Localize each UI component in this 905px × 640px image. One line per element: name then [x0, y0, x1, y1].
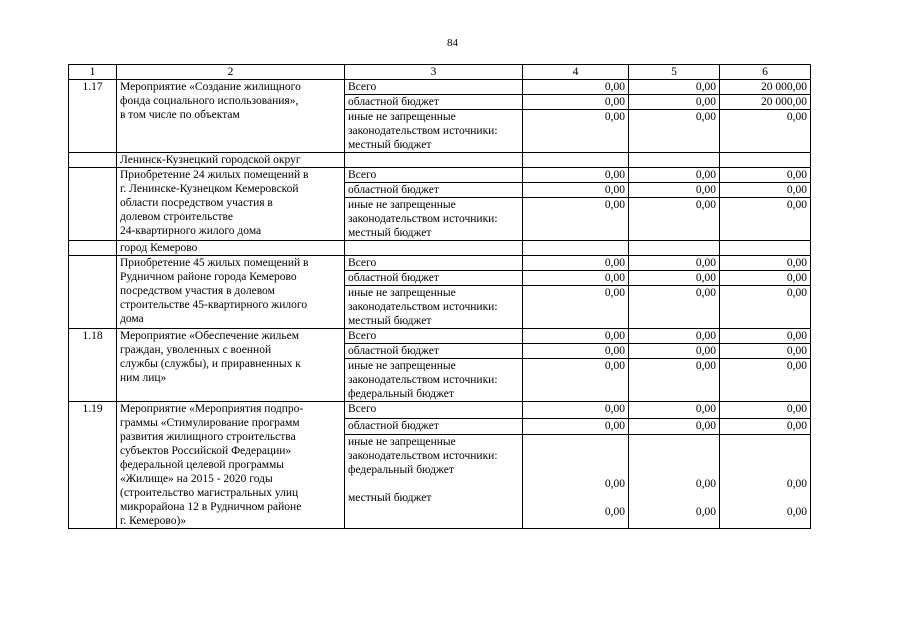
amount-value: 0,00: [629, 198, 720, 241]
funding-source: областной бюджет: [345, 95, 523, 110]
funding-source: иные не запрещенные законодательством источники: местный бюджет: [345, 286, 523, 329]
funding-source: Всего: [345, 329, 523, 344]
empty-cell: [69, 241, 117, 256]
amount-value: 0,00: [523, 198, 629, 241]
column-number: 4: [523, 65, 629, 80]
amount-value: 0,00: [720, 286, 811, 329]
amount-value: 0,00: [720, 168, 811, 183]
section-label: город Кемерово: [117, 241, 345, 256]
amount-value: 0,00: [629, 402, 720, 419]
amount-value: 0,00: [720, 110, 811, 153]
item-name: Мероприятие «Создание жилищного фонда социального использования», в том числе по объектам: [117, 80, 345, 153]
funding-source: областной бюджет: [345, 271, 523, 286]
amount-value: 0,00: [720, 344, 811, 359]
amount-value: 0,00: [629, 359, 720, 402]
amount-value: 0,00: [629, 256, 720, 271]
amount-value: 0,00: [629, 80, 720, 95]
amount-value: 0,00: [523, 256, 629, 271]
amount-value: 0,00: [720, 183, 811, 198]
table-row: [69, 402, 811, 419]
empty-cell: [345, 241, 523, 256]
item-name: Мероприятие «Мероприятия подпро- граммы «Стимулирование программ развития жилищного строительства субъектов Российской Федерации» федеральной целевой программы «Жилище» на 2015 - 2020 годы (строительство магистральных улиц микрорайона 12 в Рудничном районе г. Кемерово)»: [117, 402, 345, 529]
amount-value: 0,00 0,00: [629, 435, 720, 529]
column-number: 6: [720, 65, 811, 80]
amount-value: 0,00: [523, 168, 629, 183]
column-number: 1: [69, 65, 117, 80]
funding-source: областной бюджет: [345, 183, 523, 198]
item-number: [69, 168, 117, 241]
amount-value: 20 000,00: [720, 95, 811, 110]
section-label: Ленинск-Кузнецкий городской округ: [117, 153, 345, 168]
funding-source: Всего: [345, 402, 523, 419]
amount-value: 0,00: [629, 110, 720, 153]
funding-source: Всего: [345, 80, 523, 95]
empty-cell: [720, 153, 811, 168]
budget-table: [68, 64, 811, 529]
page-number: 84: [447, 37, 458, 49]
amount-value: 0,00: [523, 183, 629, 198]
funding-source: областной бюджет: [345, 344, 523, 359]
amount-value: 0,00: [523, 80, 629, 95]
amount-value: 0,00: [720, 402, 811, 419]
amount-value: 0,00: [523, 329, 629, 344]
amount-value: 0,00: [720, 418, 811, 435]
funding-source: Всего: [345, 168, 523, 183]
section-row: [69, 153, 811, 168]
amount-value: 0,00: [523, 95, 629, 110]
table-row: [69, 80, 811, 95]
column-number-row: [69, 65, 811, 80]
amount-value: 0,00: [629, 418, 720, 435]
amount-value: 0,00: [523, 418, 629, 435]
amount-value: 0,00: [629, 286, 720, 329]
amount-value: 0,00 0,00: [720, 435, 811, 529]
funding-source: иные не запрещенные законодательством источники: федеральный бюджет местный бюджет: [345, 435, 523, 529]
amount-value: 0,00: [523, 344, 629, 359]
column-number: 3: [345, 65, 523, 80]
empty-cell: [523, 241, 629, 256]
item-number: 1.18: [69, 329, 117, 402]
amount-value: 0,00: [629, 183, 720, 198]
funding-source: иные не запрещенные законодательством источники: федеральный бюджет: [345, 359, 523, 402]
amount-value: 0,00: [720, 198, 811, 241]
item-name: Мероприятие «Обеспечение жильем граждан, уволенных с военной службы (службы), и приравненных к ним лиц»: [117, 329, 345, 402]
amount-value: 0,00: [720, 256, 811, 271]
funding-source: иные не запрещенные законодательством источники: местный бюджет: [345, 110, 523, 153]
amount-value: 20 000,00: [720, 80, 811, 95]
funding-source: Всего: [345, 256, 523, 271]
table-row: [69, 329, 811, 344]
budget-table-body: [69, 65, 811, 529]
amount-value: 0,00: [523, 402, 629, 419]
empty-cell: [69, 153, 117, 168]
amount-value: 0,00: [629, 271, 720, 286]
item-number: 1.17: [69, 80, 117, 153]
empty-cell: [345, 153, 523, 168]
table-row: [69, 256, 811, 271]
amount-value: 0,00: [523, 359, 629, 402]
amount-value: 0,00: [720, 271, 811, 286]
column-number: 5: [629, 65, 720, 80]
section-row: [69, 241, 811, 256]
funding-source: областной бюджет: [345, 418, 523, 435]
amount-value: 0,00: [629, 168, 720, 183]
empty-cell: [629, 241, 720, 256]
item-name: Приобретение 24 жилых помещений в г. Ленинске-Кузнецком Кемеровской области посредством участия в долевом строительстве 24-квартирного жилого дома: [117, 168, 345, 241]
item-number: 1.19: [69, 402, 117, 529]
empty-cell: [629, 153, 720, 168]
empty-cell: [720, 241, 811, 256]
column-number: 2: [117, 65, 345, 80]
item-name: Приобретение 45 жилых помещений в Рудничном районе города Кемерово посредством участия в долевом строительстве 45-квартирного жилого дома: [117, 256, 345, 329]
amount-value: 0,00: [720, 359, 811, 402]
item-number: [69, 256, 117, 329]
amount-value: 0,00: [629, 329, 720, 344]
amount-value: 0,00 0,00: [523, 435, 629, 529]
amount-value: 0,00: [523, 110, 629, 153]
amount-value: 0,00: [720, 329, 811, 344]
funding-source: иные не запрещенные законодательством источники: местный бюджет: [345, 198, 523, 241]
amount-value: 0,00: [523, 271, 629, 286]
amount-value: 0,00: [629, 344, 720, 359]
table-row: [69, 168, 811, 183]
amount-value: 0,00: [523, 286, 629, 329]
amount-value: 0,00: [629, 95, 720, 110]
empty-cell: [523, 153, 629, 168]
